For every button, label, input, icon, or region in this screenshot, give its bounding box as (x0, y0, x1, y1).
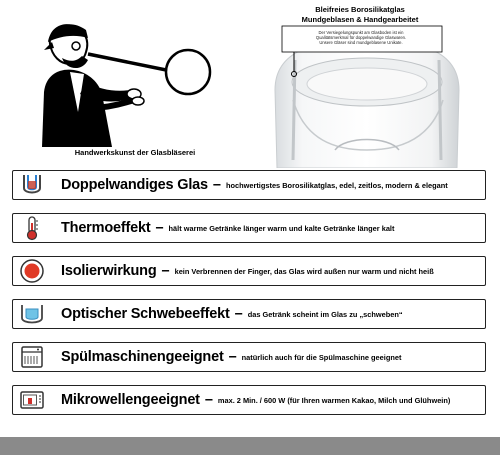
feature-dash: – (212, 177, 221, 193)
feature-row-microwave (12, 385, 486, 415)
feature-row-double-wall (12, 170, 486, 200)
feature-desc: hochwertigstes Borosilikatglas, edel, zeitlos, modern & elegant (225, 180, 448, 190)
feature-dash: – (204, 392, 213, 408)
feature-dash: – (155, 220, 164, 236)
feature-row-dishwasher (12, 342, 486, 372)
craft-caption: Handwerkskunst der Glasbläserei (74, 148, 196, 157)
feature-desc: max. 2 Min. / 600 W (für Ihren warmen Kakao, Milch und Glühwein) (217, 395, 451, 405)
feature-row-insulation (12, 256, 486, 286)
glass-photo (235, 0, 500, 168)
microwave-icon (17, 387, 47, 413)
glass-title-line2: Mundgeblasen & Handgearbeitet (301, 15, 419, 24)
feature-dash: – (234, 306, 243, 322)
hero-section (0, 0, 500, 168)
glass-note (282, 30, 440, 46)
dishwasher-icon (17, 344, 47, 370)
glass-title-line1: Bleifreies Borosilikatglas (315, 5, 405, 14)
feature-desc: kein Verbrennen der Finger, das Glas wird außen nur warm und nicht heiß (174, 266, 434, 276)
feature-title: Isolierwirkung (61, 263, 157, 279)
red-circle-icon (17, 258, 47, 284)
feature-title: Spülmaschinengeeignet (61, 349, 224, 365)
glass-note-line1: Der Versiegelungspunkt am Glasboden ist ein (318, 30, 404, 35)
feature-row-floating (12, 299, 486, 329)
feature-title: Doppelwandiges Glas (61, 177, 208, 193)
bottom-bar (0, 437, 500, 455)
double-wall-glass-icon (17, 172, 47, 198)
glassblower-illustration (30, 12, 220, 147)
feature-dash: – (228, 349, 237, 365)
feature-dash: – (161, 263, 170, 279)
feature-title: Thermoeffekt (61, 220, 151, 236)
glass-note-line2: Qualitätsmerkmal für doppelwandige Glaswaren. (315, 35, 407, 41)
feature-desc: natürlich auch für die Spülmaschine geeignet (241, 352, 402, 362)
floating-cup-icon (17, 301, 47, 327)
feature-desc: hält warme Getränke länger warm und kalte Getränke länger kalt (168, 223, 395, 233)
feature-title: Mikrowellengeeignet (61, 392, 200, 408)
thermometer-icon (17, 215, 47, 241)
feature-title: Optischer Schwebeeffekt (61, 306, 230, 322)
glass-title (265, 5, 455, 25)
feature-desc: das Getränk scheint im Glas zu „schweben“ (247, 309, 403, 319)
feature-row-thermo (12, 213, 486, 243)
glass-note-line3: Unsere Gläser sind mundgeblasene Unikate. (319, 40, 403, 46)
